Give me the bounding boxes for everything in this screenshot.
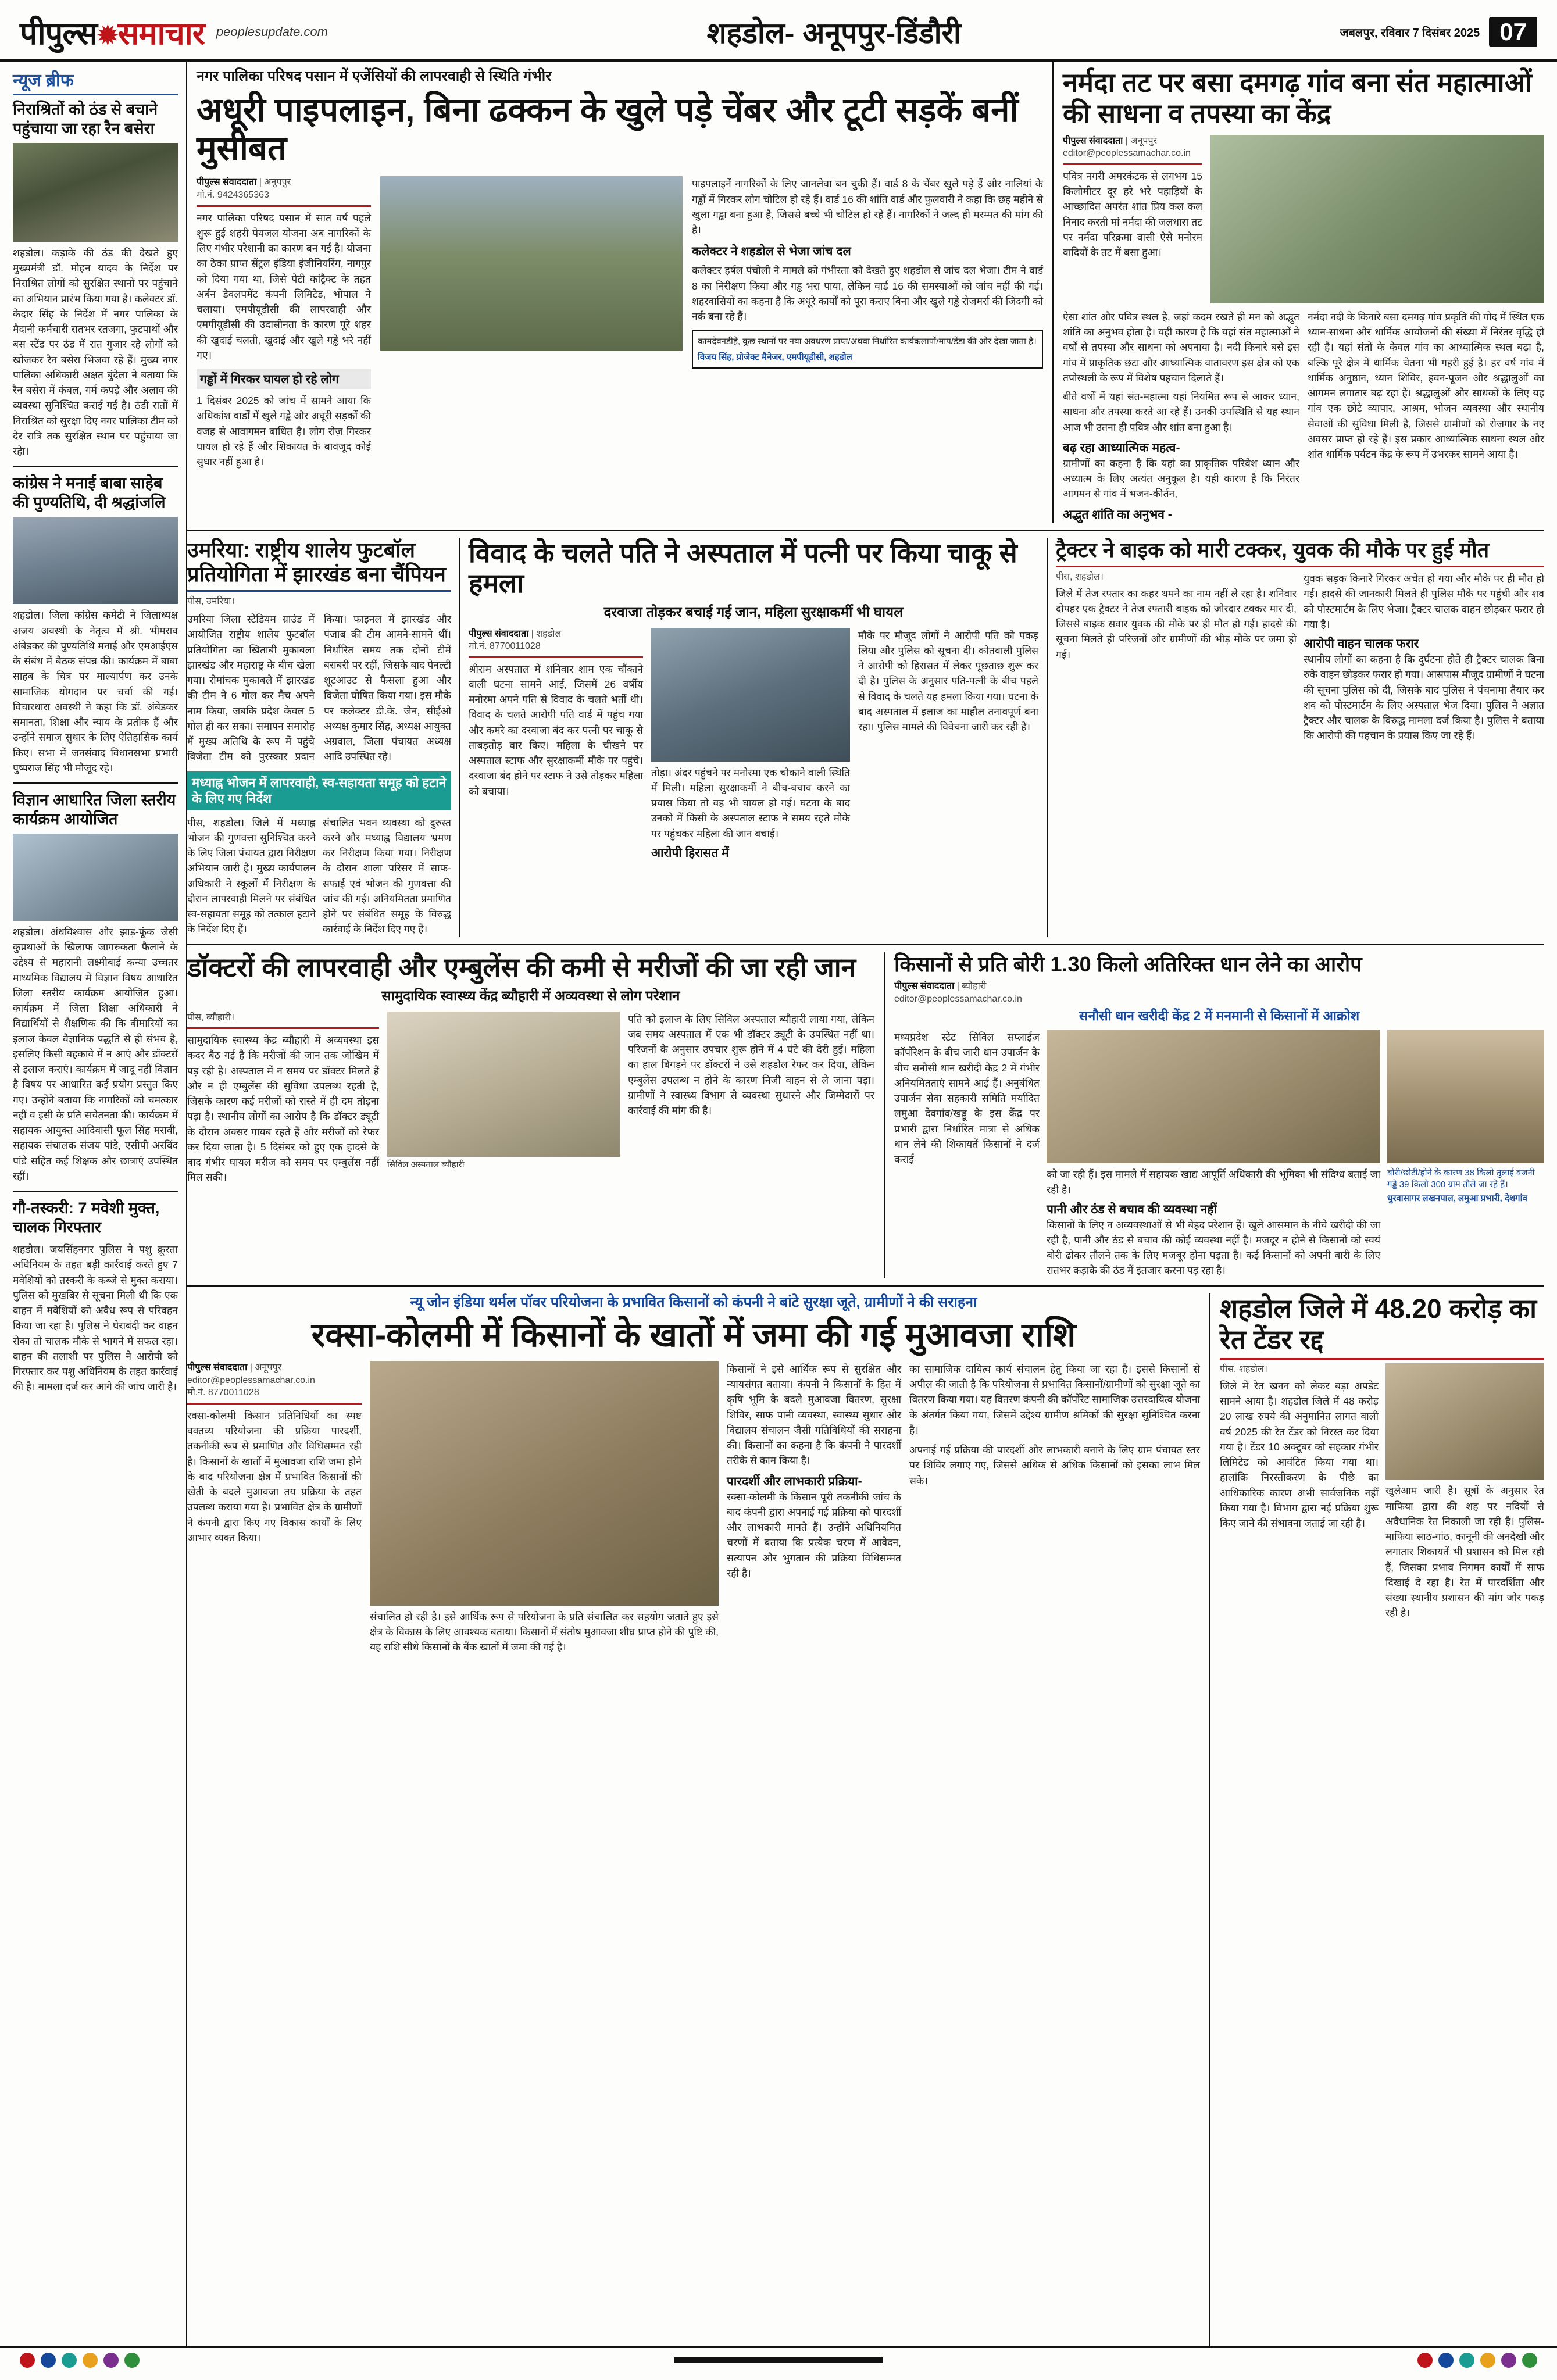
shoes-col-1 [187, 1361, 362, 1655]
story-dhan [885, 952, 1544, 1278]
shoes-byline: पीपुल्स संवाददाता | अनूपपुर editor@peoplessamachar.co.in मो.नं. 8770011028 [187, 1361, 362, 1399]
dhan-photo-2 [1387, 1030, 1544, 1163]
knife-photo [651, 628, 850, 762]
football-headline: उमरिया: राष्ट्रीय शालेय फुटबॉल प्रतियोगिता में झारखंड बना चैंपियन [187, 537, 446, 586]
dhan-col-2 [1047, 1030, 1380, 1278]
story-sand [1210, 1293, 1544, 2346]
story-tractor [1048, 538, 1544, 937]
quote-text: कामदेवनडीहे, कुछ स्थानों पर नया अवधरण प्राप्त/अथवा निर्धारित कार्यकलापों/माप/डेंडा की ओर देखा जाता है। [698, 337, 1037, 347]
brief-headline: निराश्रितों को ठंड से बचाने पहुंचाया जा रहा रैन बसेरा [13, 101, 158, 137]
shoes-body-4: का सामाजिक दायित्व कार्य संचालन हेतु किया जा रहा है। इससे किसानों से अपील की जाती है कि परियोजना से प्रभावित किसानों/ग्रामीणों को सुरक्षा जूते का वितरण किया गया। यह वितरण कंपनी की कॉर्पोरेट सामाजिक उत्तरदायित्व योजना के अंतर्गत किया गया, जिसमें उद्देश्य ग्रामीण श्रमिकों की सुरक्षा सुनिश्चित करना है। [909, 1363, 1200, 1436]
pipeline-headline: अधूरी पाइपलाइन, बिना ढक्कन के खुले पड़े चेंबर और टूटी सड़कें बनीं मुसीबत [197, 91, 1019, 168]
pipeline-body-mid: पाइपलाइनें नागरिकों के लिए जानलेवा बन चुकी हैं। वार्ड 8 के चेंबर खुले पड़े हैं और नालियां के गड्ढों में गिरकर लोग चोटिल हो रहे हैं। वार्ड 16 की शांति वार्ड और फुलवारी ने कहा कि छह महीने से खुला गड्ढा बना हुआ है, जिससे बच्चे भी चोटिल हो रहे हैं। नागरिकों ने जल्द ही मरम्मत की मांग की है। [692, 178, 1043, 236]
dhan-headline: किसानों से प्रति बोरी 1.30 किलो अतिरिक्त धान लेने का आरोप [894, 952, 1362, 976]
doctors-col-1 [187, 1012, 379, 1185]
sand-col-1 [1220, 1363, 1379, 1620]
color-dot [1417, 2353, 1433, 2368]
red-rule [187, 1403, 362, 1405]
shoes-col-3 [727, 1361, 901, 1655]
pipeline-col-photo [380, 176, 683, 469]
site-url[interactable]: peoplesupdate.com [216, 24, 328, 39]
shoes-body-area [187, 1361, 1200, 1655]
brief-body: शहडोल। जयसिंहनगर पुलिस ने पशु क्रूरता अधिनियम के तहत बड़ी कार्रवाई करते हुए 7 मवेशियों को तस्करी के कब्जे से मुक्त कराया। पुलिस को मुखबिर से सूचना मिली थी कि एक वाहन में मवेशियों को अवैध रूप से परिवहन किया जा रहा है। पुलिस ने घेराबंदी कर वाहन रोका तो चालक मौके से भागने में सफल रहा। वाहन की तलाशी पर पुलिस ने आरोपी को गिरफ्तार कर पशु अधिनियम के तहत कार्रवाई की है। मामला दर्ज कर आगे की जांच जारी है। [13, 1243, 178, 1393]
dhan-body-area [894, 1030, 1544, 1278]
color-dot [1480, 2353, 1495, 2368]
dhan-col-1 [894, 1030, 1040, 1278]
divider [13, 782, 178, 784]
news-brief-title: न्यूज ब्रीफ [13, 67, 178, 95]
doctors-headline: डॉक्टरों की लापरवाही और एम्बुलेंस की कमी से मरीजों की जा रही जान [187, 952, 856, 982]
brief-photo-1 [13, 143, 178, 242]
doctors-body-area [187, 1012, 874, 1185]
mdm-body-left: पीस, शहडोल। जिले में मध्याह्न भोजन की गुणवत्ता सुनिश्चित करने के लिए जिला पंचायत द्वारा निरीक्षण अभियान जारी है। मुख्य कार्यपालन अधिकारी ने स्कूलों में निरीक्षण के दौरान लापरवाही मिलने पर संबंधित स्व-सहायता समूह को तत्काल हटाने के निर्देश दिए हैं। [187, 816, 316, 935]
dhan-body-mid: को जा रही हैं। इस मामले में सहायक खाद्य आपूर्ति अधिकारी की भूमिका भी संदिग्ध बताई जा रही है। [1047, 1168, 1380, 1196]
red-rule [1220, 1358, 1544, 1360]
footer [0, 2346, 1557, 2372]
publication-logo [20, 10, 205, 53]
divider [187, 944, 1544, 945]
knife-sub-2-body: मौके पर मौजूद लोगों ने आरोपी पति को पकड़ लिया और पुलिस को सूचना दी। कोतवाली पुलिस ने आरोपी को हिरासत में लेकर पूछताछ शुरू कर दी है। पुलिस के अनुसार पति-पत्नी के बीच पहले से विवाद के चलते यह हमला किया गया। घटना के बाद अस्पताल में इलाज का माहौल तनावपूर्ण बना रहा। पुलिस मामले की विवेचना जारी कर रही है। [858, 629, 1038, 732]
sand-body-1: जिले में रेत खनन को लेकर बड़ा अपडेट सामने आया है। शहडोल जिले में 48 करोड़ 20 लाख रुपये की अनुमानित लागत वाली वर्ष 2025 की रेत टेंडर को निरस्त कर दिया गया है। टेंडर 10 अक्टूबर को सहकार गंभीर लिमिटेड को आवंटित किया गया था। हालांकि निरस्तीकरण के पीछे का आधिकारिक कारण अभी सार्वजनिक नहीं किया गया है। विभाग द्वारा नई प्रक्रिया शुरू किए जाने की संभावना जताई जा रही है। [1220, 1380, 1379, 1530]
doctors-body-right: पति को इलाज के लिए सिविल अस्पताल ब्यौहारी लाया गया, लेकिन जब समय अस्पताल में एक भी डॉक्टर ड्यूटी के उपस्थित नहीं था। परिजनों के अनुसार उपचार शुरू होने में 4 घंटे की देरी हुई। महिला का हाल बिगड़ने पर डॉक्टरों ने उसे शहडोल रेफर कर दिया, लेकिन एम्बुलेंस उपलब्ध न होने के कारण निजी वाहन से ले जाना पड़ा। ग्रामीणों ने स्वास्थ्य विभाग से व्यवस्था सुधारने और जिम्मेदारों पर कार्रवाई की मांग की है। [628, 1013, 874, 1117]
narmada-photo [1210, 135, 1544, 303]
brief-item-3 [13, 791, 178, 1184]
masthead-left [20, 10, 328, 53]
divider [187, 530, 1544, 531]
narmada-bottom [1063, 309, 1544, 523]
mdm-banner: मध्याह्न भोजन में लापरवाही, स्व-सहायता समूह को हटाने के लिए गए निर्देश [187, 771, 451, 810]
quote-attribution: विजय सिंह, प्रोजेक्ट मैनेजर, एमपीयूडीसी, शहडोल [698, 352, 852, 362]
byline-place: अनूपपुर [1130, 135, 1158, 146]
brief-body: शहडोल। अंधविश्वास और झाड़-फूंक जैसी कुप्रथाओं के खिलाफ जागरुकता फैलाने के उद्देश्य से महारानी लक्ष्मीबाई कन्या उच्चतर माध्यमिक विद्यालय में विज्ञान विषय आधारित जिला स्तरीय कार्यक्रम आयोजित हुआ। कार्यक्रम में जिला शिक्षा अधिकारी ने विद्यार्थियों से शैक्षणिक की कि बीमारियों का इलाज केवल वैज्ञानिक पद्धति से ही संभव है, इसलिए किसी बहकावे में न आएं और डॉक्टरों से इलाज कराएं। कार्यक्रम में जादू नहीं विज्ञान है विषय पर आधारित कई प्रयोग प्रस्तुत किए गए। उन्होंने बताया कि नागरिकों को चमत्कार नहीं व इसी के प्रति सचेतनता की। कार्यक्रम में सहायक आयुक्त आदिवासी फूल सिंह मरावी, सहायक संचालक संजय पांडे, एसीपी अरविंद पांडे सहित कई शिक्षक और छात्राएं उपस्थित रहीं। [13, 925, 178, 1182]
pipeline-sub-left-body: 1 दिसंबर 2025 को जांच में सामने आया कि अधिकांश वार्डों में खुले गड्ढे और अधूरी सड़कों की वजह से आवागमन बाधित है। लोग रोज़ गिरकर घायल हो रहे हैं और शिकायत के बावजूद कोई सुधार नहीं हुआ है। [197, 395, 371, 468]
tractor-sub: आरोपी वाहन चालक फरार [1304, 637, 1419, 651]
red-rule [187, 1027, 379, 1029]
shoes-kicker: न्यू जोन इंडिया थर्मल पॉवर परियोजना के प्रभावित किसानों को कंपनी ने बांटे सुरक्षा जूते, ग्रामीणों ने की सराहना [410, 1293, 977, 1310]
sand-byline: पीस, शहडोल। [1220, 1364, 1267, 1375]
pipeline-quote-box [692, 330, 1043, 369]
pipeline-sub-mid-body: कलेक्टर हर्षल पंचोली ने मामले को गंभीरता को देखते हुए शहडोल से जांच दल भेजा। टीम ने वार्ड 8 का निरीक्षण किया और गड्ढ भरा पाया, लेकिन वार्ड 16 की समस्याओं को जांच नहीं की गई। शहरवासियों का कहना है कि अधूरे कार्यों को पूरा कराए बिना और खुले गड्ढे रोजमर्रा की जिंदगी को नर्क बना रहे हैं। [692, 265, 1043, 323]
pipeline-sub-mid: कलेक्टर ने शहडोल से भेजा जांच दल [692, 245, 851, 259]
byline-email[interactable]: editor@peoplessamachar.co.in [894, 994, 1022, 1004]
narmada-body-3: बीते वर्षों में यहां संत-महात्मा यहां नियमित रूप से आकर ध्यान, साधना और तपस्या करते आ रहे हैं। उनकी उपस्थिति से यह स्थान आज भी उतना ही पवित्र और शांत बना हुआ है। [1063, 391, 1299, 433]
doctors-photo [387, 1012, 620, 1157]
byline-place: अनूपपुर [264, 177, 291, 188]
pipeline-sub-left: गड्ढों में गिरकर घायल हो रहे लोग [197, 369, 371, 389]
blue-rule [187, 590, 451, 592]
narmada-byline-col [1063, 135, 1202, 303]
color-dot [1459, 2353, 1474, 2368]
brief-headline: विज्ञान आधारित जिला स्तरीय कार्यक्रम आयोजित [13, 791, 176, 828]
shoes-sub-body: रक्सा-कोलमी के किसान पूरी तकनीकी जांच के बाद कंपनी द्वारा अपनाई गई प्रक्रिया को पारदर्शी और लाभकारी मानते हैं। उन्होंने अधिनियमित चरणों में बताया कि प्रत्येक चरण में आवेदन, सत्यापन और भुगतान की प्रक्रिया विधिसम्मत रही है। [727, 1491, 901, 1579]
byline-name: पीपुल्स संवाददाता [187, 1362, 248, 1373]
color-dot [41, 2353, 56, 2368]
dhan-subhead: सनौसी धान खरीदी केंद्र 2 में मनमानी से किसानों में आक्रोश [1079, 1008, 1360, 1024]
row-two [187, 538, 1544, 937]
narmada-col-b [1308, 309, 1544, 523]
edition-title-text: शहडोल- अनूपपुर-डिंडौरी [706, 17, 961, 49]
knife-headline: विवाद के चलते पति ने अस्पताल में पत्नी पर किया चाकू से हमला [469, 537, 1017, 599]
color-dot [124, 2353, 140, 2368]
tractor-body-2: युवक सड़क किनारे गिरकर अचेत हो गया और मौके पर ही मौत हो गई। हादसे की जानकारी मिलते ही पुलिस मौके पर पहुंची और शव को पोस्टमार्टम के लिए भेजा। ट्रैक्टर चालक वाहन छोड़कर फरार हो गया है। [1304, 573, 1544, 630]
sand-body-2: खुलेआम जारी है। सूत्रों के अनुसार रेत माफिया द्वारा की शह पर नदियों से अवैधानिक रेत निकाली जा रही है। पुलिस-माफिया साठ-गांठ, कानूनी की अनदेखी और लगातार शिकायतें भी प्रशासन को मिल रही हैं, जिसका प्रभाव निगमन कार्यों में साफ दिखाई दे रहा है। रेत में पारदर्शिता और संख्या स्थानीय प्रशासन की मांग जोर पकड़ रही है। [1385, 1485, 1544, 1619]
shoes-sub: पारदर्शी और लाभकारी प्रक्रिया- [727, 1474, 862, 1488]
logo-sub-text: समाचार [117, 16, 205, 51]
color-dot [1501, 2353, 1516, 2368]
color-dot [20, 2353, 35, 2368]
sand-col-2 [1385, 1363, 1544, 1620]
mdm-body-area [187, 815, 451, 937]
football-body: उमरिया जिला स्टेडियम ग्राउंड में आयोजित राष्ट्रीय शालेय फुटबॉल प्रतियोगिता का खिताबी मुकाबला झारखंड और महाराष्ट्र के बीच खेला गया। रोमांचक मुकाबले में झारखंड की टीम ने 6 गोल कर मैच अपने नाम किया, जबकि प्रदेश केवल 5 गोल ही कर सका। समापन समारोह में मुख्य अतिथि के रूप में पहुंचे विजेता टीम को पुरस्कार प्रदान किया। फाइनल में झारखंड और पंजाब की टीम आमने-सामने थीं। निर्धारित समय तक दोनों टीमें बराबरी पर रहीं, जिसके बाद पेनल्टी शूटआउट से फैसला हुआ और विजेता घोषित किया गया। इस मौके पर कलेक्टर डी.के. जैन, सीईओ अध्यक्ष कुमार सिंह, अध्यक्ष आयुक्त अग्रवाल, जिला पंचायत अध्यक्ष आदि उपस्थित रहे। [187, 613, 451, 763]
brief-body: शहडोल। कड़ाके की ठंड की देखते हुए मुख्यमंत्री डॉ. मोहन यादव के निर्देश पर निराश्रित लोगों को सुरक्षित स्थानों पर पहुंचाने का अभियान प्रारंभ किया गया है। कलेक्टर डॉ. केदार सिंह के निर्देश में नगर पालिका के मैदानी कर्मचारी रातभर रतजगा, फुटपाथों और बस स्टेंड पर ठंड में रात गुजार रहे लोगों को खोजकर रैन बसेरा भिजवा रहे हैं। मुख्य नगर पालिका अधिकारी अक्षत बुंदेला ने बताया कि रैन बसेरा में कंबल, गर्म कपड़े और अलाव की व्यवस्था सुनिश्चित कराई गई है। ठंडी रातों में निराश्रित को सुरक्षा दिए नगर पालिका टीम को देर रात्रि तक सुरक्षित स्थान पर पहुंचाया जा रहेा। [13, 246, 178, 458]
page-content [0, 62, 1557, 2346]
dhan-caption: बोरी/छोटी/होने के कारण 38 किलो तुलाई वजनी गड्ढे 39 किलो 300 ग्राम तौले जा रहे हैं। [1387, 1168, 1535, 1190]
color-dot [103, 2353, 119, 2368]
masthead [0, 0, 1557, 62]
sand-body-area [1220, 1363, 1544, 1620]
shoes-body-2: संचालित हो रही है। इसे आर्थिक रूप से परियोजना के प्रति संचालित कर सहयोग जताते हुए इसे क्षेत्र के विकास के लिए आवश्यक बताया। किसानों में संतोष मुआवजा शीघ्र प्राप्त होने की पुष्टि की, यह राशि सीधे किसानों के बैंक खातों में जमा की गई है। [370, 1610, 719, 1653]
pipeline-body-area [197, 176, 1043, 469]
doctors-col-photo [387, 1012, 620, 1185]
shoes-col-photo [370, 1361, 719, 1655]
row-top [187, 62, 1544, 523]
logo-main-text: पीपुल्स [20, 16, 97, 51]
shoes-body-3: किसानों ने इसे आर्थिक रूप से सुरक्षित और न्यायसंगत बताया। कंपनी ने किसानों के हित में कृषि भूमि के बदले मुआवजा वितरण, सुरक्षा शिविर, साफ पानी व्यवस्था, स्वास्थ्य सुधार और विद्यालय संचालन जैसी गतिविधियों की सराहना की। किसानों का कहना है कि कंपनी ने पारदर्शी तरीके से काम किया है। [727, 1363, 901, 1467]
narmada-top [1063, 135, 1544, 303]
brief-headline: कांग्रेस ने मनाई बाबा साहेब की पुण्यतिथि, दी श्रद्धांजलि [13, 474, 166, 512]
knife-col-2 [651, 628, 850, 861]
doctors-byline: पीस, ब्यौहारी। [187, 1012, 235, 1023]
byline-place: शहडोल [536, 628, 562, 639]
dhan-caption-author: धुरवासागर लखनपाल, लमुआ प्रभारी, देशगांव [1387, 1193, 1527, 1204]
tractor-sub-body: स्थानीय लोगों का कहना है कि दुर्घटना होते ही ट्रैक्टर चालक बिना रुके वाहन छोड़कर फरार हो गया। आसपास मौजूद ग्रामीणों ने घटना की सूचना पुलिस को दी, जिसके बाद पुलिस ने पंचनामा तैयार कर शव को पोस्टमार्टम के लिए अस्पताल भेज दिया। पुलिस ने अज्ञात ट्रैक्टर और चालक के विरुद्ध मामला दर्ज किया है। पुलिस ने बताया कि आरोपी की पहचान के प्रयास किए जा रहे हैं। [1304, 653, 1544, 742]
knife-col-3 [858, 628, 1038, 861]
shoes-body-5: अपनाई गई प्रक्रिया की पारदर्शी और लाभकारी बनाने के लिए ग्राम पंचायत स्तर पर शिविर लगाए गए, जिससे अधिक से अधिक किसानों को इसका लाभ मिल सके। [909, 1444, 1200, 1486]
brief-photo-3 [13, 834, 178, 921]
narmada-sub-1-body: ग्रामीणों का कहना है कि यहां का प्राकृतिक परिवेश ध्यान और अध्यात्म के लिए अत्यंत अनुकूल है। यही कारण है कि निरंतर आगमन से गांव में भजन-कीर्तन, [1063, 457, 1299, 500]
red-rule [197, 205, 371, 207]
knife-sub-2: आरोपी हिरासत में [651, 846, 729, 860]
knife-col-1 [469, 628, 643, 861]
pipeline-col-1 [197, 176, 371, 469]
tractor-col-2 [1304, 571, 1544, 744]
tractor-body-1: जिले में तेज रफ्तार का कहर थमने का नाम नहीं ले रहा है। शनिवार दोपहर एक ट्रैक्टर ने तेज रफ्तारी बाइक को जोरदार टक्कर मार दी, जिससे बाइक सवार युवक की मौके पर ही मौत हो गई। हादसे की सूचना मिलते ही परिजनों और ग्रामीणों की भीड़ मौके पर जमा हो गई। [1056, 587, 1297, 660]
divider [13, 1191, 178, 1192]
dhan-byline: पीपुल्स संवाददाता | ब्यौहारी editor@peoplessamachar.co.in [894, 980, 1544, 1005]
byline-name: पीपुल्स संवाददाता [197, 177, 257, 188]
tractor-byline: पीस, शहडोल। [1056, 572, 1104, 582]
byline-place: ब्यौहारी [962, 981, 987, 992]
pipeline-body-left: नगर पालिका परिषद पसान में सात वर्ष पहले शुरू हुई शहरी पेयजल योजना अब नागरिकों के लिए गंभीर परेशानी का कारण बन गई है। योजना का ठेका प्राप्त सेंट्रल इंडिया इंजीनियरिंग, नागपुर को दिया गया था, जिसे पेटी कांट्रैक्ट के तहत अर्बन डेवलपमेंट कंपनी लिमिटेड, भोपाल ने चलाया। एमपीयूडीसी की लापरवाही और एमपीयूडीसी की उदासीनता के कारण पूरे शहर की खुदाई चलती, खुदाई और खुले गड्ढे भरे नहीं गए। [197, 212, 371, 361]
shoes-photo [370, 1361, 719, 1606]
shoes-body-1: रक्सा-कोलमी किसान प्रतिनिधियों का स्पष्ट वक्तव्य परियोजना की प्रक्रिया पारदर्शी, तकनीकी रूप से प्रमाणित और विधिसम्मत रही है। किसानों के खातों में मुआवजा राशि जमा होने के बाद परियोजना क्षेत्र में प्रभावित किसानों की खेती के बदले मुआवजा तय प्रक्रिया के तहत उपलब्ध कराया गया है। प्रभावित क्षेत्र के ग्रामीणों ने कंपनी द्वारा किए गए विकास कार्यों के लिए आभार व्यक्त किया। [187, 1409, 362, 1543]
red-rule [1063, 163, 1202, 165]
brief-item-2 [13, 474, 178, 776]
narmada-body-1: पवित्र नगरी अमरकंटक से लगभग 15 किलोमीटर दूर हरे भरे पहाड़ियों के आच्छादित अपरंत शांत प्रिय कल कल निनाद करती मां नर्मदा की जलधारा तट पर नर्मदा परिक्रमा वासी ऐसे मनोरम वादियों के तट में बसा हुआ। [1063, 170, 1202, 259]
color-dot [1438, 2353, 1454, 2368]
tractor-col-1 [1056, 571, 1297, 744]
story-pipeline [187, 62, 1054, 523]
row-three [187, 952, 1544, 1278]
byline-name: पीपुल्स संवाददाता [1063, 135, 1123, 146]
football-byline: पीस, उमरिया। [187, 596, 235, 607]
knife-body-left: श्रीराम अस्पताल में शनिवार शाम एक चौंकाने वाली घटना सामने आई, जिसमें 26 वर्षीय मनोरमा अपने पति से विवाद के चलते भर्ती थी। विवाद के चलते आरोपी पति वार्ड में पहुंच गया और कमरे का दरवाजा बंद कर पत्नी पर चाकू से ताबड़तोड़ वार किए। महिला के चीखने पर अस्पताल स्टाफ और सुरक्षाकर्मी मौके पर पहुंचे। दरवाजा बंद होने पर स्टाफ ने उसे तोड़कर महिला को बचाया। [469, 663, 643, 797]
story-doctors [187, 952, 885, 1278]
color-dot [1522, 2353, 1537, 2368]
narmada-sub-2-body: नर्मदा नदी के किनारे बसा दमगढ़ गांव प्रकृति की गोद में स्थित एक ध्यान-साधना और धार्मिक आयोजनों की संख्या में निरंतर वृद्धि हो रही है। यहां संतों के केवल गांव का आध्यात्मिक स्थल बढ़ा है, बल्कि पूरे क्षेत्र में धार्मिक चेतना भी गहरी हुई है। हर वर्ष गांव में धार्मिक अनुष्ठान, ध्यान शिविर, हवन-पूजन और श्रद्धालुओं का आगमन लगातार बढ़ रहा है। श्रद्धालुओं और साधकों के लिए यह गांव एक छोटे व्यापार, आश्रम, भोजन व्यवस्था और स्थानीय सेवाओं की सुविधा मिली है, जिससे ग्रामीणों को रोजगार के नए अवसर प्राप्त हो रहे हैं। इस प्रकार आध्यात्मिक साधना स्थल और शांत धार्मिक पर्यटन केंद्र के रूप में उभरकर सामने आया है। [1308, 310, 1544, 460]
doctors-photo-caption: सिविल अस्पताल ब्यौहारी [387, 1159, 465, 1170]
divider [13, 466, 178, 467]
byline-mobile: मो.नं. 8770011028 [469, 641, 541, 652]
narmada-sub-2: अद्भुत शांति का अनुभव - [1063, 508, 1172, 521]
red-rule [469, 656, 643, 658]
byline-name: पीपुल्स संवाददाता [469, 628, 529, 639]
dhan-sub: पानी और ठंड से बचाव की व्यवस्था नहीं [1047, 1202, 1217, 1216]
narmada-byline: पीपुल्स संवाददाता | अनूपपुर editor@peoplessamachar.co.in [1063, 135, 1202, 160]
masthead-right [1340, 17, 1537, 47]
byline-name: पीपुल्स संवाददाता [894, 981, 955, 992]
main-columns [187, 62, 1544, 2346]
divider [187, 1285, 1544, 1287]
footer-dots-right [1417, 2353, 1537, 2368]
story-shoes [187, 1293, 1210, 2346]
byline-place: अनूपपुर [255, 1362, 282, 1373]
story-knife [460, 538, 1048, 937]
knife-body-area [469, 628, 1038, 861]
pipeline-col-3 [692, 176, 1043, 469]
knife-body-mid: तोड़ा। अंदर पहुंचने पर मनोरमा एक चौकाने वाली स्थिति में मिली। महिला सुरक्षाकर्मी ने बीच-बचाव करने का प्रयास किया तो वह भी घायल हो गई। घटना के बाद उनको में किसी के अस्पताल स्टाफ ने समय रहते मौके पर पहुंचकर महिला की जान बचाई। [651, 766, 850, 839]
page-number: 07 [1489, 17, 1537, 47]
sand-photo [1385, 1363, 1544, 1480]
dhan-photo-1 [1047, 1030, 1380, 1163]
mdm-body-right: संचालित भवन व्यवस्था को दुरुस्त करने और मध्याह्न विद्यालय भ्रमण कर निरीक्षण किया गया। निरीक्षण के दौरान शाला परिसर में साफ-सफाई एवं भोजन की गुणवत्ता की जांच की गई। अनियमितता प्रमाणित होने पर संबंधित समूह के विरुद्ध कार्रवाई के निर्देश दिए गए हैं। [323, 816, 451, 935]
pipeline-byline: पीपुल्स संवाददाता | अनूपपुर मो.नं. 9424365363 [197, 176, 371, 201]
shoes-col-4 [909, 1361, 1200, 1655]
logo-star-icon: ✹ [97, 22, 118, 50]
knife-byline: पीपुल्स संवाददाता | शहडोल मो.नं. 8770011028 [469, 628, 643, 653]
story-narmada [1054, 62, 1544, 523]
doctors-col-3 [628, 1012, 874, 1185]
brief-item-1 [13, 100, 178, 459]
brief-photo-2 [13, 517, 178, 604]
byline-mobile: मो.नं. 9424365363 [197, 190, 269, 201]
brief-item-4 [13, 1199, 178, 1394]
brief-body: शहडोल। जिला कांग्रेस कमेटी ने जिलाध्यक्ष अजय अवस्थी के नेतृत्व में श्री. भीमराव अंबेडकर की पुण्यतिथि मनाई और एमआईएस के संबंध में बैठक संपन्न की। कार्यक्रम में बाबा साहब के चित्र पर माल्यार्पण कर उनके सामाजिक योगदान पर चर्चा की गई। विचारधारा अवस्थी ने कहा कि डॉ. अंबेडकर समानता, शिक्षा और न्याय के प्रतीक हैं और उन्होंने समाज सुधार के लिए ऐतिहासिक कार्य किए। सभा में जनसंवाद विधानसभा प्रभारी पुष्पराज सिंह भी मौजूद रहे। [13, 609, 178, 774]
doctors-body-left: सामुदायिक स्वास्थ्य केंद्र ब्यौहारी में अव्यवस्था इस कदर बैठ गई है कि मरीजों की जान तक जोखिम में पड़ रही है। अस्पताल में न समय पर डॉक्टर मिलते हैं और न ही एम्बुलेंस की सुविधा उपलब्ध रहती है, जिसके कारण कई मरीजों को रास्ते में ही दम तोड़ना पड़ा है। स्थानीय लोगों का आरोप है कि डॉक्टर ड्यूटी के दौरान अक्सर गायब रहते हैं और मरीजों को रेफर कर दिया जाता है। 5 दिसंबर को हुए एक हादसे के बाद गंभीर घायल मरीज को समय पर एम्बुलेंस नहीं मिल सकी। [187, 1034, 379, 1184]
tractor-body-area [1056, 571, 1544, 744]
dhan-col-3 [1387, 1030, 1544, 1278]
story-football [187, 538, 460, 937]
doctors-subhead: सामुदायिक स्वास्थ्य केंद्र ब्यौहारी में अव्यवस्था से लोग परेशान [381, 988, 680, 1005]
row-four [187, 1293, 1544, 2346]
footer-bar [674, 2357, 883, 2363]
sand-headline: शहडोल जिले में 48.20 करोड़ का रेत टेंडर रद्द [1220, 1293, 1537, 1355]
narmada-photo-col [1210, 135, 1544, 303]
brief-headline: गौ-तस्करी: 7 मवेशी मुक्त, चालक गिरफ्तार [13, 1199, 160, 1237]
red-rule [1056, 566, 1544, 567]
knife-subhead: दरवाजा तोड़कर बचाई गई जान, महिला सुरक्षाकर्मी भी घायल [603, 605, 904, 621]
byline-mobile: मो.नं. 8770011028 [187, 1388, 259, 1398]
byline-email[interactable]: editor@peoplessamachar.co.in [1063, 148, 1191, 159]
narmada-col-a [1063, 309, 1299, 523]
dateline: जबलपुर, रविवार 7 दिसंबर 2025 [1340, 26, 1480, 40]
dhan-body-left: मध्यप्रदेश स्टेट सिविल सप्लाईज कॉर्पोरेशन के बीच जारी धान उपार्जन के बीच सनौसी धान खरीदी केंद्र 2 में गंभीर अनियमितताएं सामने आई हैं। अनुबंधित उपार्जन सेवा सहकारी समिति मर्यादित लमुआ देवगांव/खड्डू के इस केंद्र पर प्रभारी द्वारा निर्धारित मात्रा से अधिक धान लेने की शिकायतें किसानों ने दर्ज कराई [894, 1031, 1040, 1166]
color-dot [83, 2353, 98, 2368]
narmada-headline: नर्मदा तट पर बसा दमगढ़ गांव बना संत महात्माओं की साधना व तपस्या का केंद्र [1063, 67, 1532, 128]
news-brief-column [13, 62, 187, 2346]
color-dot [62, 2353, 77, 2368]
byline-email[interactable]: editor@peoplessamachar.co.in [187, 1375, 315, 1385]
dhan-sub-body: किसानों के लिए न अव्यवस्थाओं से भी बेहद परेशान हैं। खुले आसमान के नीचे खरीदी की जा रही है, पानी और ठंड से बचाव की कोई व्यवस्था नहीं है। मजदूर न होने से किसानों को स्वयं बोरी ढोकर तौलने तक के लिए मजबूर होना पड़ता है। कई किसानों को अपनी बारी के लिए रातभर कड़ाके की ठंड में इंतजार करना पड़ रहा है। [1047, 1218, 1380, 1277]
pipeline-photo [380, 176, 683, 351]
edition-title [707, 12, 961, 52]
tractor-headline: ट्रैक्टर ने बाइक को मारी टक्कर, युवक की मौके पर हुई मौत [1056, 537, 1490, 562]
shoes-headline: रक्सा-कोलमी में किसानों के खातों में जमा की गई मुआवजा राशि [311, 1316, 1076, 1354]
narmada-sub-1: बढ़ रहा आध्यात्मिक महत्व- [1063, 441, 1180, 455]
narmada-body-2: ऐसा शांत और पवित्र स्थल है, जहां कदम रखते ही मन को अद्भुत शांति का अनुभव होता है। यही कारण है कि यहां संत महात्माओं ने वर्षों से तपस्या और साधना को अपनाया है। नदी किनारे बसे इस गांव में प्राकृतिक छटा और आध्यात्मिक वातावरण इस क्षेत्र को एक तपोस्थली के रूप में विशेष पहचान दिलाते हैं। [1063, 310, 1299, 384]
footer-dots-left [20, 2353, 140, 2368]
pipeline-kicker: नगर पालिका परिषद पसान में एजेंसियों की लापरवाही से स्थिति गंभीर [197, 68, 552, 84]
